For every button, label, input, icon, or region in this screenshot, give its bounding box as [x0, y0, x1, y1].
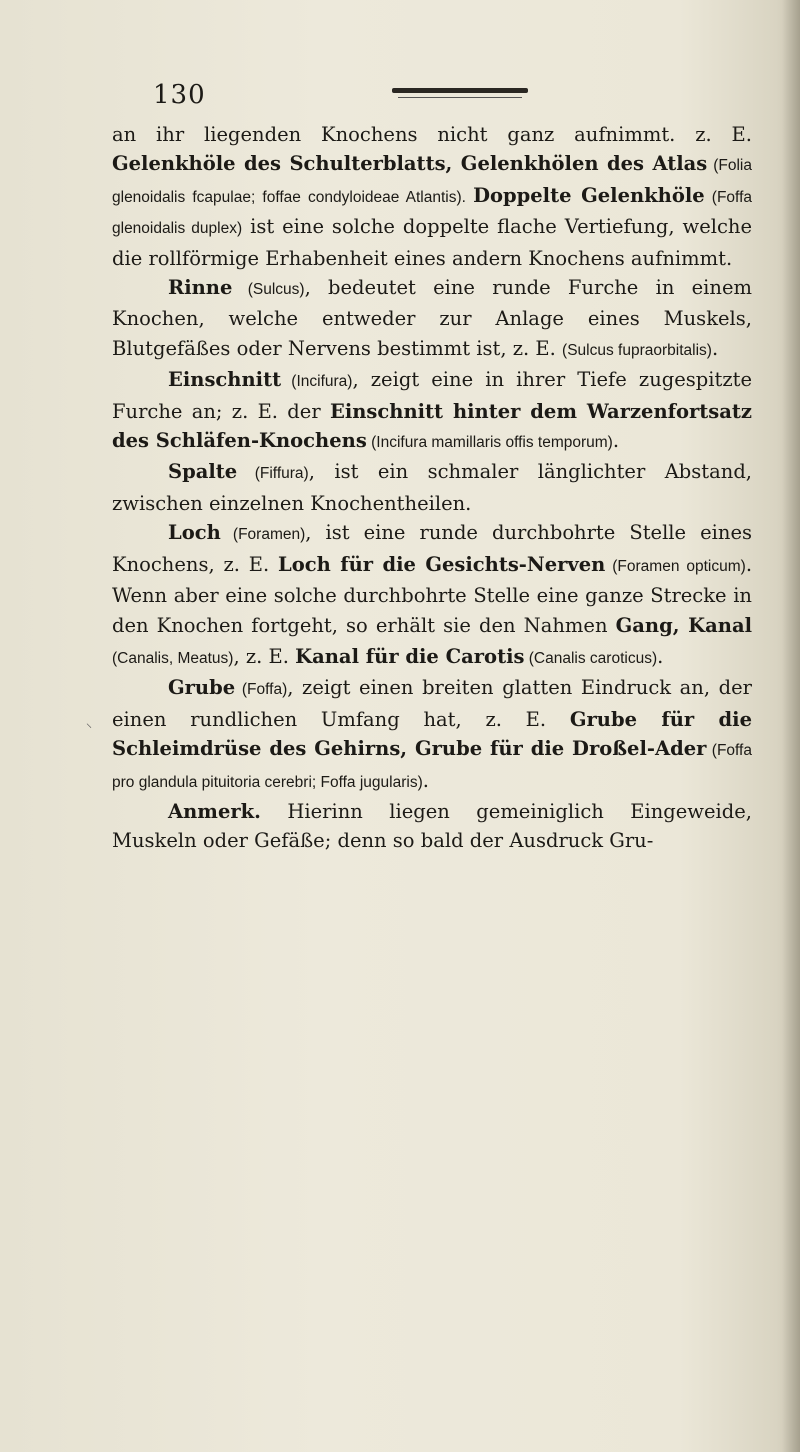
term-text: Grube	[168, 676, 236, 700]
term-text: Spalte	[168, 460, 238, 484]
body-text-span: .	[711, 336, 719, 360]
latin-text: (Sulcus)	[232, 281, 305, 299]
entry-rinne	[112, 273, 752, 365]
margin-mark: ⸜	[86, 716, 93, 730]
page-number: 130	[153, 80, 206, 110]
latin-text: (Canalis caroticus)	[524, 649, 658, 667]
term-text: Doppelte Gelenkhöle	[473, 183, 705, 207]
term-text: Gelenkhöle des Schulterblatts, Gelenkhölen des Atlas	[112, 152, 708, 176]
body-text-span: .	[422, 768, 429, 792]
body-text-span: , ist ein schmaler länglichter Abstand, zwischen einzelnen Knochentheilen.	[112, 460, 752, 515]
term-text: Rinne	[168, 276, 233, 300]
latin-text: (Folia glenoidalis fcapulae; foffae condyloideae Atlantis).	[112, 157, 752, 206]
entry-loch	[112, 518, 752, 673]
body-text-span: .	[657, 644, 664, 668]
body-text	[112, 120, 752, 856]
latin-text: (Incifura)	[281, 373, 353, 391]
latin-text: (Foramen opticum)	[605, 557, 746, 575]
entry-gelenkhoele	[112, 120, 752, 273]
term-text: Einschnitt	[168, 368, 282, 392]
term-text: Loch für die Gesichts-Nerven	[278, 552, 606, 576]
body-text-span: , zeigt einen breiten glatten Eindruck an, der einen rundlichen Umfang hat, z. E.	[112, 676, 753, 731]
body-text-span: .	[612, 429, 620, 453]
term-text: Kanal für die Carotis	[295, 644, 525, 668]
term-text: Loch	[168, 521, 221, 545]
body-text-span: an ihr liegenden Knochens nicht ganz aufnimmt. z. E.	[112, 123, 752, 146]
latin-text: (Foffa)	[235, 681, 288, 699]
latin-text: (Incifura mamillaris offis temporum)	[366, 434, 613, 452]
body-text-span: , z. E.	[233, 644, 296, 668]
body-text-span: , ist eine runde durchbohrte Stelle eines Knochens, z. E.	[112, 521, 752, 576]
body-text-span: Hierinn liegen gemeiniglich Eingeweide, Muskeln oder Gefäße; denn so bald der Ausdruck Gru-	[112, 799, 752, 853]
term-text: Gang, Kanal	[615, 613, 752, 637]
term-text: Einschnitt hinter dem Warzenfortsatz des Schläfen-Knochens	[112, 399, 752, 453]
body-text-span: . Wenn aber eine solche durchbohrte Stelle eine ganze Strecke in den Knochen fortgeht, so erhält sie den Nahmen	[112, 552, 753, 637]
page-edge-shadow	[782, 0, 800, 1452]
latin-text: (Sulcus fupraorbitalis)	[562, 341, 712, 359]
latin-text: (Canalis, Meatus)	[112, 649, 234, 667]
body-text-span: , zeigt eine in ihrer Tiefe zugespitzte Furche an; z. E. der	[112, 368, 752, 423]
latin-text: (Foffa glenoidalis duplex)	[112, 188, 753, 238]
term-text: Anmerk.	[168, 799, 261, 823]
latin-text: (Foramen)	[220, 526, 306, 544]
entry-anmerkung	[112, 797, 752, 856]
term-text: Grube für die Schleimdrüse des Gehirns, Grube für die Droßel-Ader	[112, 707, 752, 761]
entry-einschnitt	[112, 365, 752, 457]
entry-grube	[112, 673, 752, 797]
latin-text: (Fiffura)	[237, 465, 309, 483]
body-text-span: ist eine solche doppelte flache Vertiefung, welche die rollförmige Erhabenheit eines andern Knochens aufnimmt.	[112, 215, 752, 270]
body-text-span: , bedeutet eine runde Furche in einem Knochen, welche entweder zur Anlage eines Muskels, Blutgefäßes oder Nervens bestimmt ist, z. E.	[112, 276, 752, 360]
header-rule	[392, 88, 528, 93]
latin-text: (Foffa pro glandula pituitoria cerebri; Foffa jugularis)	[112, 742, 752, 791]
entry-spalte	[112, 457, 752, 518]
